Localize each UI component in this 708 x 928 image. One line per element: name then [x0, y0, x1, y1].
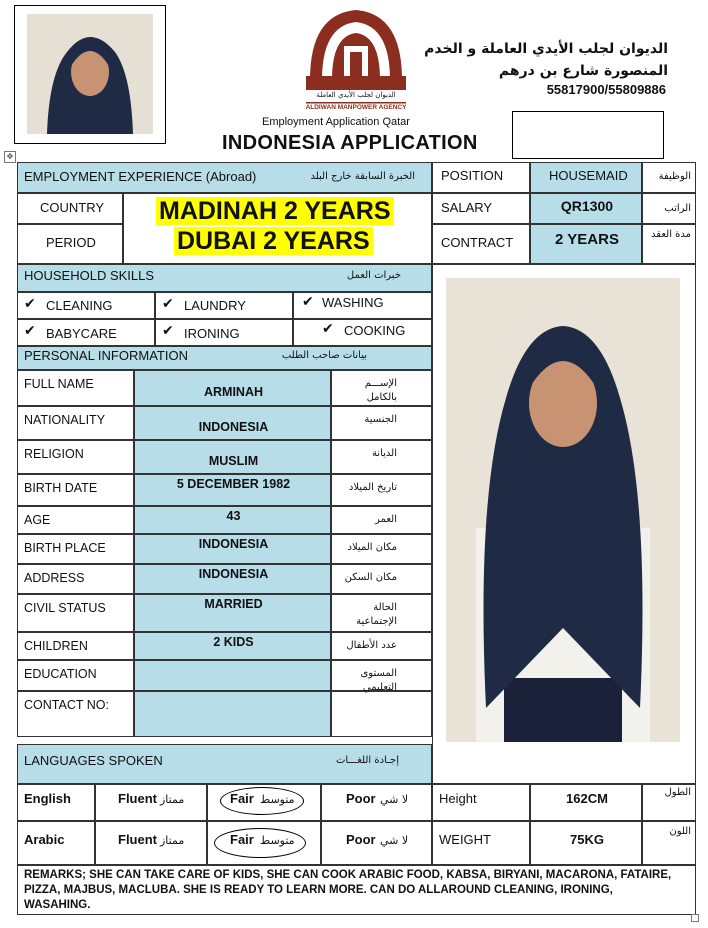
skill-label-ironing: IRONING [184, 326, 240, 341]
languages-header-ar: إجـادة اللغـــات [335, 755, 399, 766]
personal-label: ADDRESS [24, 571, 85, 585]
position-label: POSITION [441, 168, 504, 183]
contract-value: 2 YEARS [555, 231, 619, 248]
personal-value: 2 KIDS [213, 635, 254, 649]
personal-label: CONTACT NO: [24, 698, 109, 712]
english-label-cell [17, 784, 95, 821]
fluent-label: Fluent [118, 791, 157, 806]
skill-label-cooking: COOKING [344, 323, 406, 338]
fair-label: Fair [230, 791, 254, 806]
languages-header-cell [17, 744, 432, 784]
personal-ar-cell [331, 564, 432, 594]
weight-label-cell [432, 821, 530, 865]
fair-label: Fair [230, 832, 254, 847]
personal-ar: المستوى التعليمي [360, 668, 397, 693]
languages-header: LANGUAGES SPOKEN [24, 753, 163, 768]
personal-label: CIVIL STATUS [24, 601, 106, 615]
personal-ar: عدد الأطفال [346, 640, 397, 651]
period-label: PERIOD [46, 235, 96, 250]
applicant-thumbnail-photo [27, 14, 153, 134]
personal-ar-cell [331, 370, 432, 406]
poor-label: Poor [346, 791, 376, 806]
personal-ar: العمر [375, 514, 397, 525]
agency-arabic-name: الديوان لجلب الأيدي العاملة و الخدم [424, 41, 668, 57]
contract-label: CONTRACT [441, 235, 514, 250]
personal-ar-cell [331, 660, 432, 691]
personal-ar: الحالة الإجتماعية [356, 602, 397, 627]
personal-value-cell [134, 594, 331, 632]
personal-header: PERSONAL INFORMATION [24, 348, 188, 363]
experience-header: EMPLOYMENT EXPERIENCE (Abroad) [24, 169, 257, 184]
height-value: 162CM [566, 791, 608, 806]
contract-ar: مدة العقد [651, 229, 691, 240]
arabic-label: Arabic [24, 832, 65, 847]
logo-arabic-text: الديوان لجلب الأيدي العاملة [316, 91, 396, 99]
personal-ar-cell [331, 632, 432, 660]
contract-ar-cell [642, 224, 696, 264]
remarks-cell [17, 865, 696, 915]
salary-value-cell [530, 193, 642, 224]
height-ar: الطول [664, 787, 691, 798]
skill-label-washing: WASHING [322, 295, 384, 310]
salary-value: QR1300 [560, 198, 614, 214]
contract-value-cell [530, 224, 642, 264]
personal-value: INDONESIA [198, 537, 269, 551]
skill-cell-laundry [155, 292, 293, 319]
personal-ar-cell [331, 474, 432, 506]
salary-label: SALARY [441, 200, 493, 215]
country-label-cell [17, 193, 123, 224]
personal-label-cell [17, 594, 134, 632]
personal-label-cell [17, 691, 134, 737]
personal-value-cell [134, 440, 331, 474]
check-icon: ✔ [162, 295, 174, 311]
personal-label: FULL NAME [24, 377, 94, 391]
personal-value-cell [134, 660, 331, 691]
personal-value: INDONESIA [198, 420, 269, 434]
skill-cell-ironing [155, 319, 293, 346]
agency-phones: 55817900/55809886 [546, 82, 666, 97]
arabic-label-cell [17, 821, 95, 865]
personal-label-cell [17, 660, 134, 691]
personal-value-cell [134, 534, 331, 564]
check-icon: ✔ [322, 320, 334, 336]
weight-value: 75KG [570, 832, 604, 847]
check-icon: ✔ [24, 322, 36, 338]
salary-label-cell [432, 193, 530, 224]
check-icon: ✔ [162, 322, 174, 338]
personal-value-cell [134, 632, 331, 660]
experience-header-cell [17, 162, 432, 193]
stamp-box [512, 111, 664, 159]
check-icon: ✔ [302, 293, 314, 309]
personal-ar-cell [331, 691, 432, 737]
poor-ar: لا شي [380, 793, 409, 806]
personal-label: NATIONALITY [24, 413, 106, 427]
personal-label: BIRTH DATE [24, 481, 98, 495]
table-resize-handle-icon[interactable] [691, 914, 699, 922]
height-ar-cell [642, 784, 696, 821]
english-label: English [24, 791, 71, 806]
weight-ar: اللون [669, 826, 691, 837]
personal-label: CHILDREN [24, 639, 88, 653]
english-fair-cell [207, 784, 321, 821]
english-fluent-cell [95, 784, 207, 821]
personal-ar: الديانة [371, 448, 397, 459]
fair-ar: متوسط [260, 793, 295, 806]
personal-label: RELIGION [24, 447, 84, 461]
personal-ar-cell [331, 406, 432, 440]
personal-value-cell [134, 564, 331, 594]
weight-label: WEIGHT [439, 832, 491, 847]
personal-label: AGE [24, 513, 51, 527]
skill-cell-washing [293, 292, 432, 319]
height-label-cell [432, 784, 530, 821]
personal-value: 43 [226, 509, 241, 523]
personal-ar: مكان الميلاد [347, 542, 397, 553]
personal-ar-cell [331, 440, 432, 474]
fluent-ar: ممتاز [160, 834, 185, 847]
fluent-label: Fluent [118, 832, 157, 847]
skills-header-cell [17, 264, 432, 292]
personal-label-cell [17, 632, 134, 660]
height-value-cell [530, 784, 642, 821]
personal-label-cell [17, 506, 134, 534]
arabic-poor-cell [321, 821, 432, 865]
personal-label-cell [17, 370, 134, 406]
page-subtitle: Employment Application Qatar [262, 116, 410, 128]
skill-cell-cooking [293, 319, 432, 346]
arabic-fair-cell [207, 821, 321, 865]
table-move-handle-icon[interactable]: ✥ [4, 151, 16, 163]
personal-ar: تاريخ الميلاد [348, 482, 397, 493]
personal-label-cell [17, 564, 134, 594]
fair-ar: متوسط [260, 834, 295, 847]
personal-label: EDUCATION [24, 667, 97, 681]
personal-ar-cell [331, 534, 432, 564]
contract-label-cell [432, 224, 530, 264]
skills-header: HOUSEHOLD SKILLS [24, 268, 155, 283]
personal-ar-cell [331, 594, 432, 632]
personal-value-cell [134, 406, 331, 440]
salary-ar-cell [642, 193, 696, 224]
height-label: Height [439, 791, 477, 806]
personal-value-cell [134, 691, 331, 737]
skill-label-laundry: LAUNDRY [184, 298, 246, 313]
country-label: COUNTRY [40, 200, 105, 215]
logo-english-text: ALDIWAN MANPOWER AGENCY [305, 104, 407, 111]
skills-header-ar: خبرات العمل [346, 270, 401, 281]
remarks-text: REMARKS; SHE CAN TAKE CARE OF KIDS, SHE CAN COOK ARABIC FOOD, KABSA, BIRYANI, MACARONA, FATAIRE, PIZZA, MAJBUS, MACLUBA. SHE IS READY TO LEARN MORE. CAN DO ALLAROUND CLEANING, IRONING, WASAHING. [24, 869, 672, 911]
experience-line-1: MADINAH 2 YEARS [156, 197, 394, 225]
experience-header-ar: الخبرة السابقة خارج البلد [310, 171, 415, 182]
skill-cell-babycare [17, 319, 155, 346]
agency-arabic-address: المنصورة شارع بن درهم [498, 63, 668, 79]
weight-value-cell [530, 821, 642, 865]
personal-label-cell [17, 440, 134, 474]
personal-label: BIRTH PLACE [24, 541, 106, 555]
poor-label: Poor [346, 832, 376, 847]
position-label-cell [432, 162, 530, 193]
personal-value-cell [134, 370, 331, 406]
arabic-fluent-cell [95, 821, 207, 865]
position-ar: الوظيفة [658, 171, 691, 182]
position-value-cell [530, 162, 642, 193]
position-value: HOUSEMAID [549, 168, 628, 183]
experience-line-2: DUBAI 2 YEARS [174, 227, 373, 255]
applicant-thumbnail-frame [14, 5, 166, 144]
agency-arabic-header [424, 38, 668, 82]
personal-value: ARMINAH [203, 385, 264, 399]
personal-ar-cell [331, 506, 432, 534]
applicant-photo [446, 278, 680, 742]
english-poor-cell [321, 784, 432, 821]
fluent-ar: ممتاز [160, 793, 185, 806]
personal-value: MUSLIM [208, 454, 259, 468]
experience-value-cell [123, 193, 432, 264]
check-icon: ✔ [24, 295, 36, 311]
personal-ar: الجنسية [364, 414, 397, 425]
personal-value: MARRIED [204, 597, 263, 611]
agency-logo [300, 6, 412, 118]
skill-label-cleaning: CLEANING [46, 298, 113, 313]
personal-header-ar: بيانات صاحب الطلب [281, 350, 367, 361]
personal-value-cell [134, 506, 331, 534]
personal-label-cell [17, 474, 134, 506]
weight-ar-cell [642, 821, 696, 865]
skill-cell-cleaning [17, 292, 155, 319]
personal-ar: الإســـم بالكامل [364, 378, 397, 403]
personal-value-cell [134, 474, 331, 506]
personal-label-cell [17, 534, 134, 564]
salary-ar: الراتب [664, 203, 691, 214]
poor-ar: لا شي [380, 834, 409, 847]
position-ar-cell [642, 162, 696, 193]
personal-value: INDONESIA [198, 567, 269, 581]
skill-label-babycare: BABYCARE [46, 326, 117, 341]
personal-header-cell [17, 346, 432, 370]
personal-value: 5 DECEMBER 1982 [176, 477, 291, 491]
personal-label-cell [17, 406, 134, 440]
period-label-cell [17, 224, 123, 264]
page-title: INDONESIA APPLICATION [222, 132, 478, 154]
personal-ar: مكان السكن [344, 572, 397, 583]
